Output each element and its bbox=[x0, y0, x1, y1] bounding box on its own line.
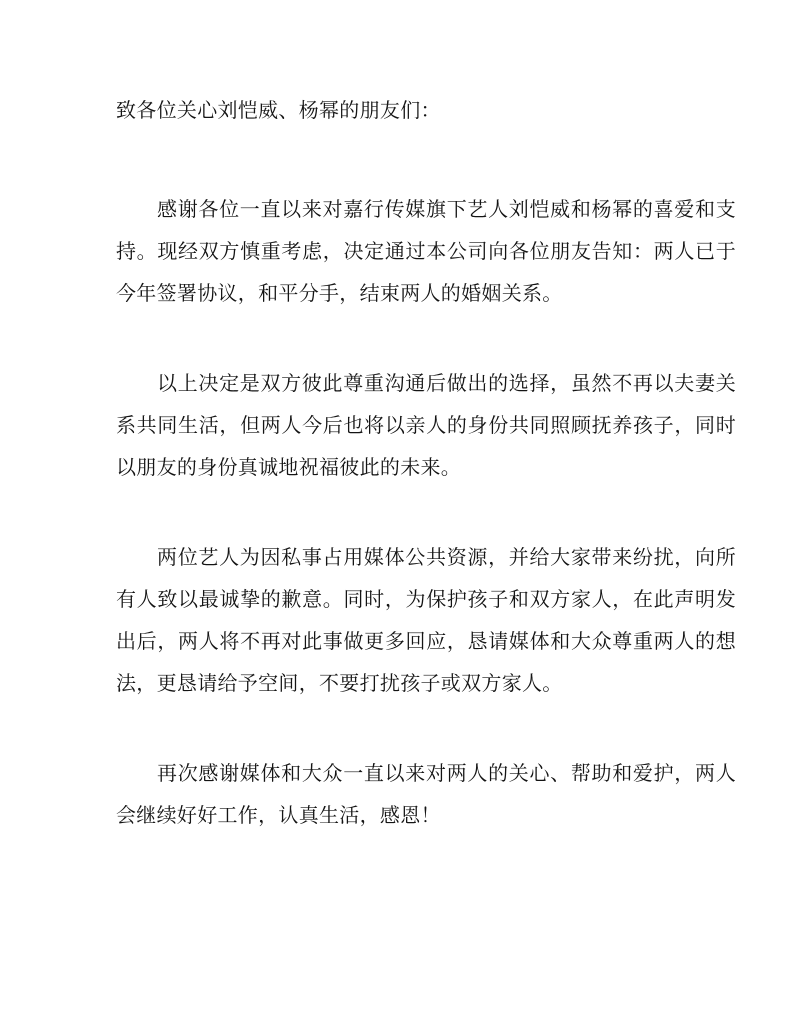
paragraph-closing: 再次感谢媒体和大众一直以来对两人的关心、帮助和爱护，两人会继续好好工作，认真生活，感恩！ bbox=[116, 761, 736, 827]
salutation: 致各位关心刘恺威、杨幂的朋友们： bbox=[116, 98, 441, 122]
paragraph-apology: 两位艺人为因私事占用媒体公共资源，并给大家带来纷扰，向所有人致以最诚挚的歉意。同时，为保护孩子和双方家人，在此声明发出后，两人将不再对此事做更多回应，恳请媒体和大众尊重两人的想法，更恳请给予空间，不要打扰孩子或双方家人。 bbox=[116, 545, 736, 695]
document-page bbox=[116, 89, 736, 836]
paragraph-decision: 以上决定是双方彼此尊重沟通后做出的选择，虽然不再以夫妻关系共同生活，但两人今后也将以亲人的身份共同照顾抚养孩子，同时以朋友的身份真诚地祝福彼此的未来。 bbox=[116, 371, 736, 479]
paragraph-thanks: 感谢各位一直以来对嘉行传媒旗下艺人刘恺威和杨幂的喜爱和支持。现经双方慎重考虑，决定通过本公司向各位朋友告知：两人已于今年签署协议，和平分手，结束两人的婚姻关系。 bbox=[116, 197, 736, 305]
